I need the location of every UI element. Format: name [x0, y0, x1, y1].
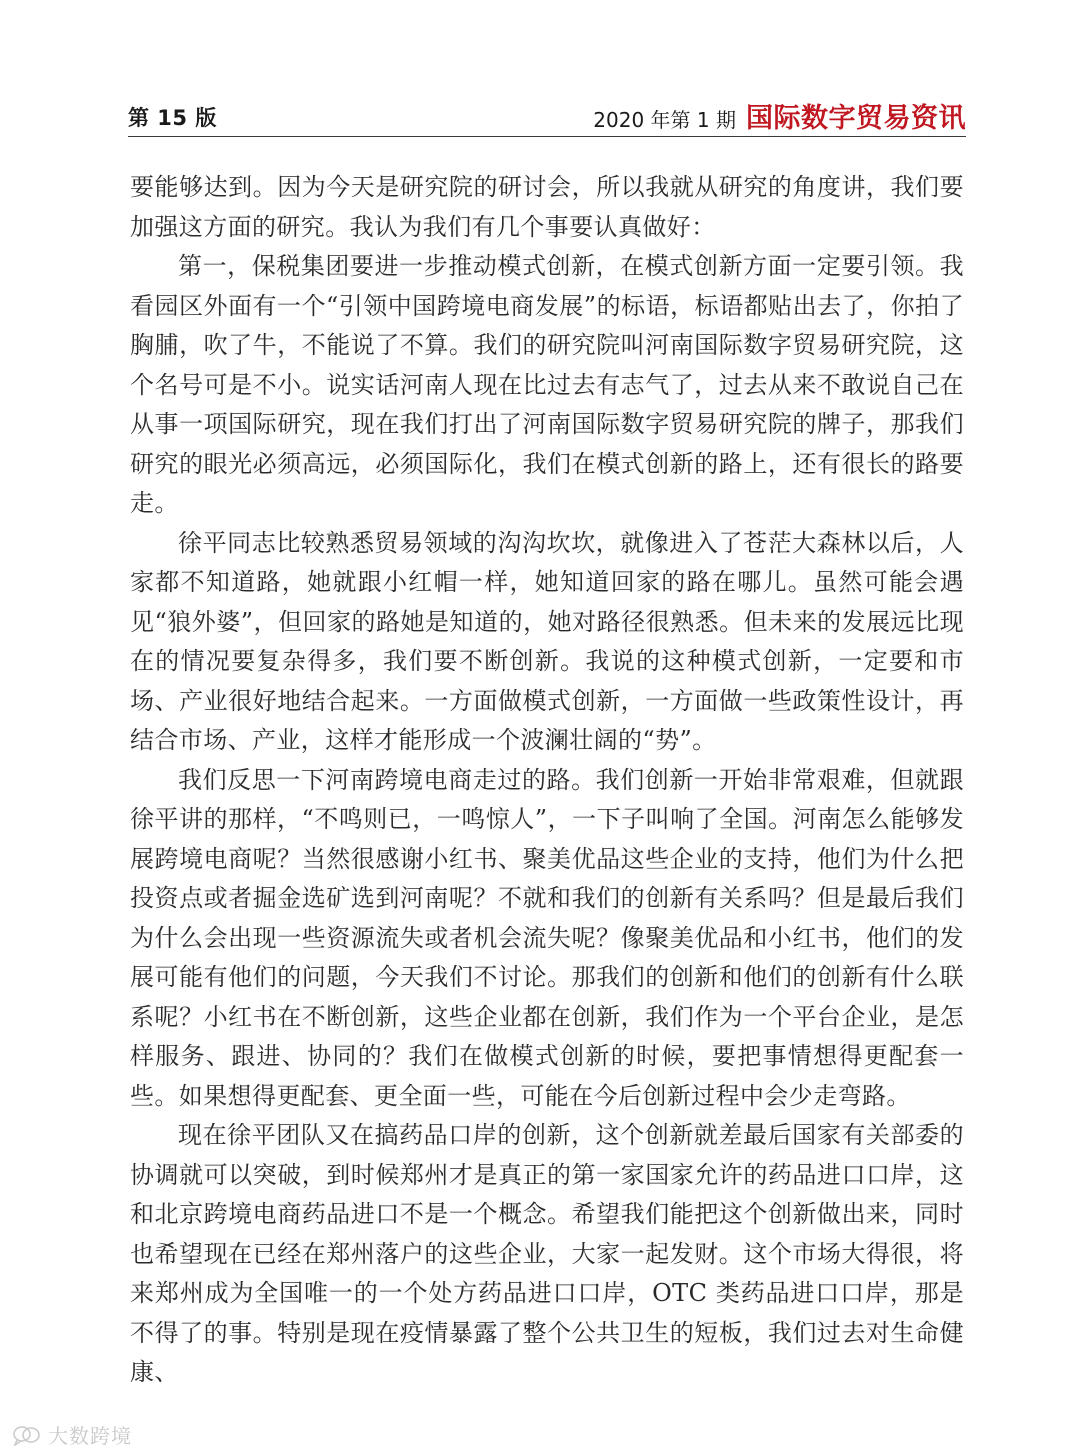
page-header: [128, 96, 966, 132]
paragraph: 徐平同志比较熟悉贸易领域的沟沟坎坎，就像进入了苍茫大森林以后，人家都不知道路，她就跟小红帽一样，她知道回家的路在哪儿。虽然可能会遇见“狼外婆”，但回家的路她是知道的，她对路径很熟悉。但未来的发展远比现在的情况要复杂得多，我们要不断创新。我说的这种模式创新，一定要和市场、产业很好地结合起来。一方面做模式创新，一方面做一些政策性设计，再结合市场、产业，这样才能形成一个波澜壮阔的“势”。: [130, 528, 964, 754]
paragraph: 要能够达到。因为今天是研究院的研讨会，所以我就从研究的角度讲，我们要加强这方面的研究。我认为我们有几个事要认真做好：: [130, 173, 964, 241]
watermark-text: 大数跨境: [48, 1424, 132, 1448]
paragraph: 第一，保税集团要进一步推动模式创新，在模式创新方面一定要引领。我看园区外面有一个“引领中国跨境电商发展”的标语，标语都贴出去了，你拍了胸脯，吹了牛，不能说了不算。我们的研究院叫河南国际数字贸易研究院，这个名号可是不小。说实话河南人现在比过去有志气了，过去从来不敢说自己在从事一项国际研究，现在我们打出了河南国际数字贸易研究院的牌子，那我们研究的眼光必须高远，必须国际化，我们在模式创新的路上，还有很长的路要走。: [130, 252, 964, 517]
paragraph: 我们反思一下河南跨境电商走过的路。我们创新一开始非常艰难，但就跟徐平讲的那样，“不鸣则已，一鸣惊人”，一下子叫响了全国。河南怎么能够发展跨境电商呢？当然很感谢小红书、聚美优品这些企业的支持，他们为什么把投资点或者掘金选矿选到河南呢？不就和我们的创新有关系吗？但是最后我们为什么会出现一些资源流失或者机会流失呢？像聚美优品和小红书，他们的发展可能有他们的问题，今天我们不讨论。那我们的创新和他们的创新有什么联系呢？小红书在不断创新，这些企业都在创新，我们作为一个平台企业，是怎样服务、跟进、协同的？我们在做模式创新的时候，要把事情想得更配套一些。如果想得更配套、更全面一些，可能在今后创新过程中会少走弯路。: [130, 765, 964, 1110]
article-body: [130, 168, 964, 1393]
speech-bubble-logo-icon: [12, 1424, 42, 1446]
header-divider: [128, 136, 966, 137]
paragraph: 现在徐平团队又在搞药品口岸的创新，这个创新就差最后国家有关部委的协调就可以突破，到时候郑州才是真正的第一家国家允许的药品进口口岸，这和北京跨境电商药品进口不是一个概念。希望我们能把这个创新做出来，同时也希望现在已经在郑州落户的这些企业，大家一起发财。这个市场大得很，将来郑州成为全国唯一的一个处方药品进口口岸，OTC 类药品进口口岸，那是不得了的事。特别是现在疫情暴露了整个公共卫生的短板，我们过去对生命健康、: [130, 1121, 964, 1386]
issue-label: 2020 年第 1 期: [593, 108, 736, 132]
page-number-label: 第 15 版: [128, 106, 217, 130]
publication-title: 国际数字贸易资讯: [746, 103, 966, 134]
watermark: [12, 1420, 132, 1449]
header-right-group: [593, 96, 966, 135]
